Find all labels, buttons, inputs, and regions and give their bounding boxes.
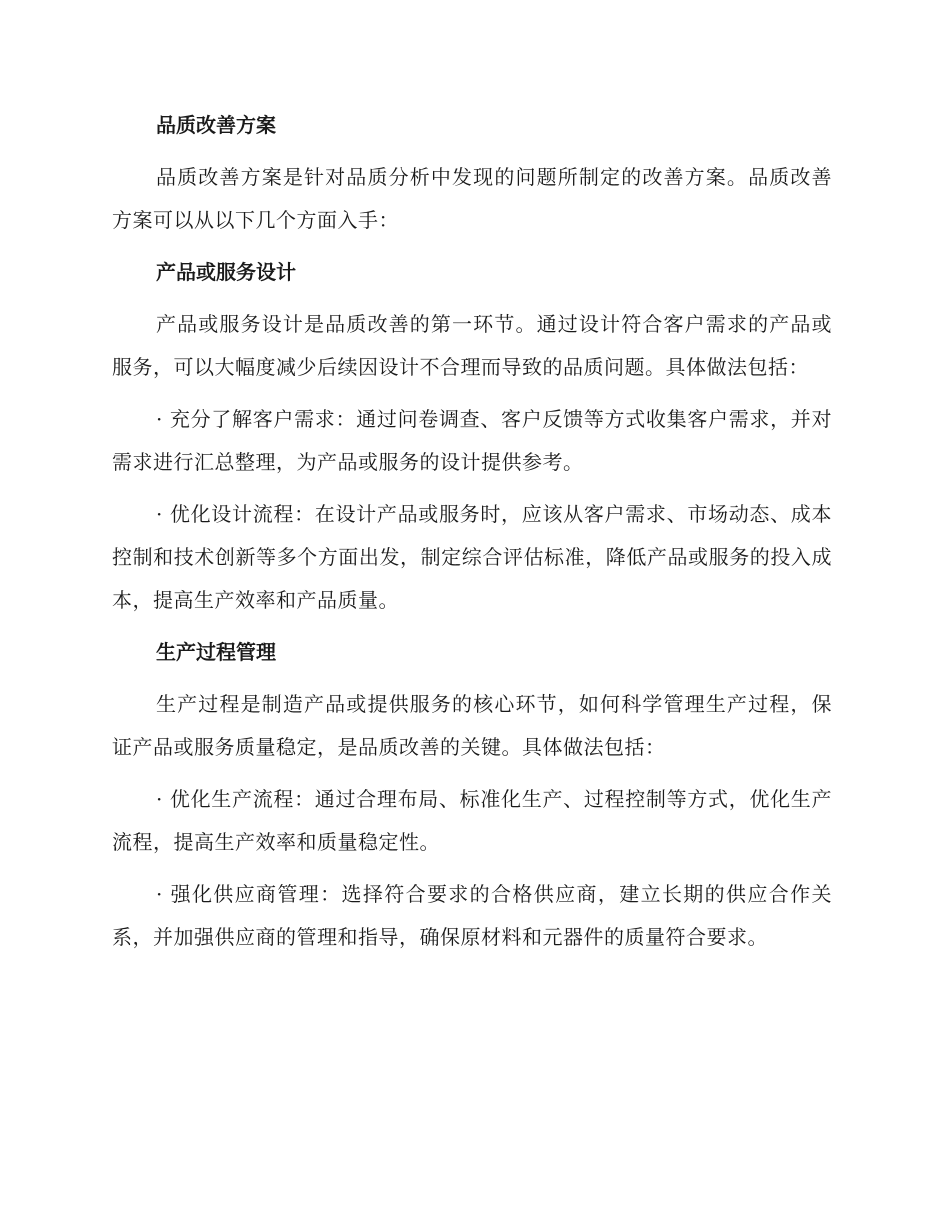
bullet-paragraph: · 优化设计流程：在设计产品或服务时，应该从客户需求、市场动态、成本控制和技术创新等多个方面出发，制定综合评估标准，降低产品或服务的投入成本，提高生产效率和产品质量。: [112, 502, 832, 612]
paragraph: 品质改善方案是针对品质分析中发现的问题所制定的改善方案。品质改善方案可以从以下几个方面入手：: [112, 165, 832, 232]
bullet-paragraph: · 优化生产流程：通过合理布局、标准化生产、过程控制等方式，优化生产流程，提高生产效率和质量稳定性。: [112, 787, 832, 854]
paragraph: 产品或服务设计是品质改善的第一环节。通过设计符合客户需求的产品或服务，可以大幅度减少后续因设计不合理而导致的品质问题。具体做法包括：: [112, 312, 832, 379]
section-title-quality-improvement: 品质改善方案: [156, 113, 276, 137]
bullet-paragraph: · 强化供应商管理：选择符合要求的合格供应商，建立长期的供应合作关系，并加强供应商的管理和指导，确保原材料和元器件的质量符合要求。: [112, 882, 832, 949]
section-title-production-management: 生产过程管理: [156, 640, 276, 664]
bullet-paragraph: · 充分了解客户需求：通过问卷调查、客户反馈等方式收集客户需求，并对需求进行汇总整理，为产品或服务的设计提供参考。: [112, 407, 832, 474]
paragraph: 生产过程是制造产品或提供服务的核心环节，如何科学管理生产过程，保证产品或服务质量稳定，是品质改善的关键。具体做法包括：: [112, 692, 832, 759]
document-page: [112, 104, 832, 968]
section-title-product-design: 产品或服务设计: [156, 260, 296, 284]
